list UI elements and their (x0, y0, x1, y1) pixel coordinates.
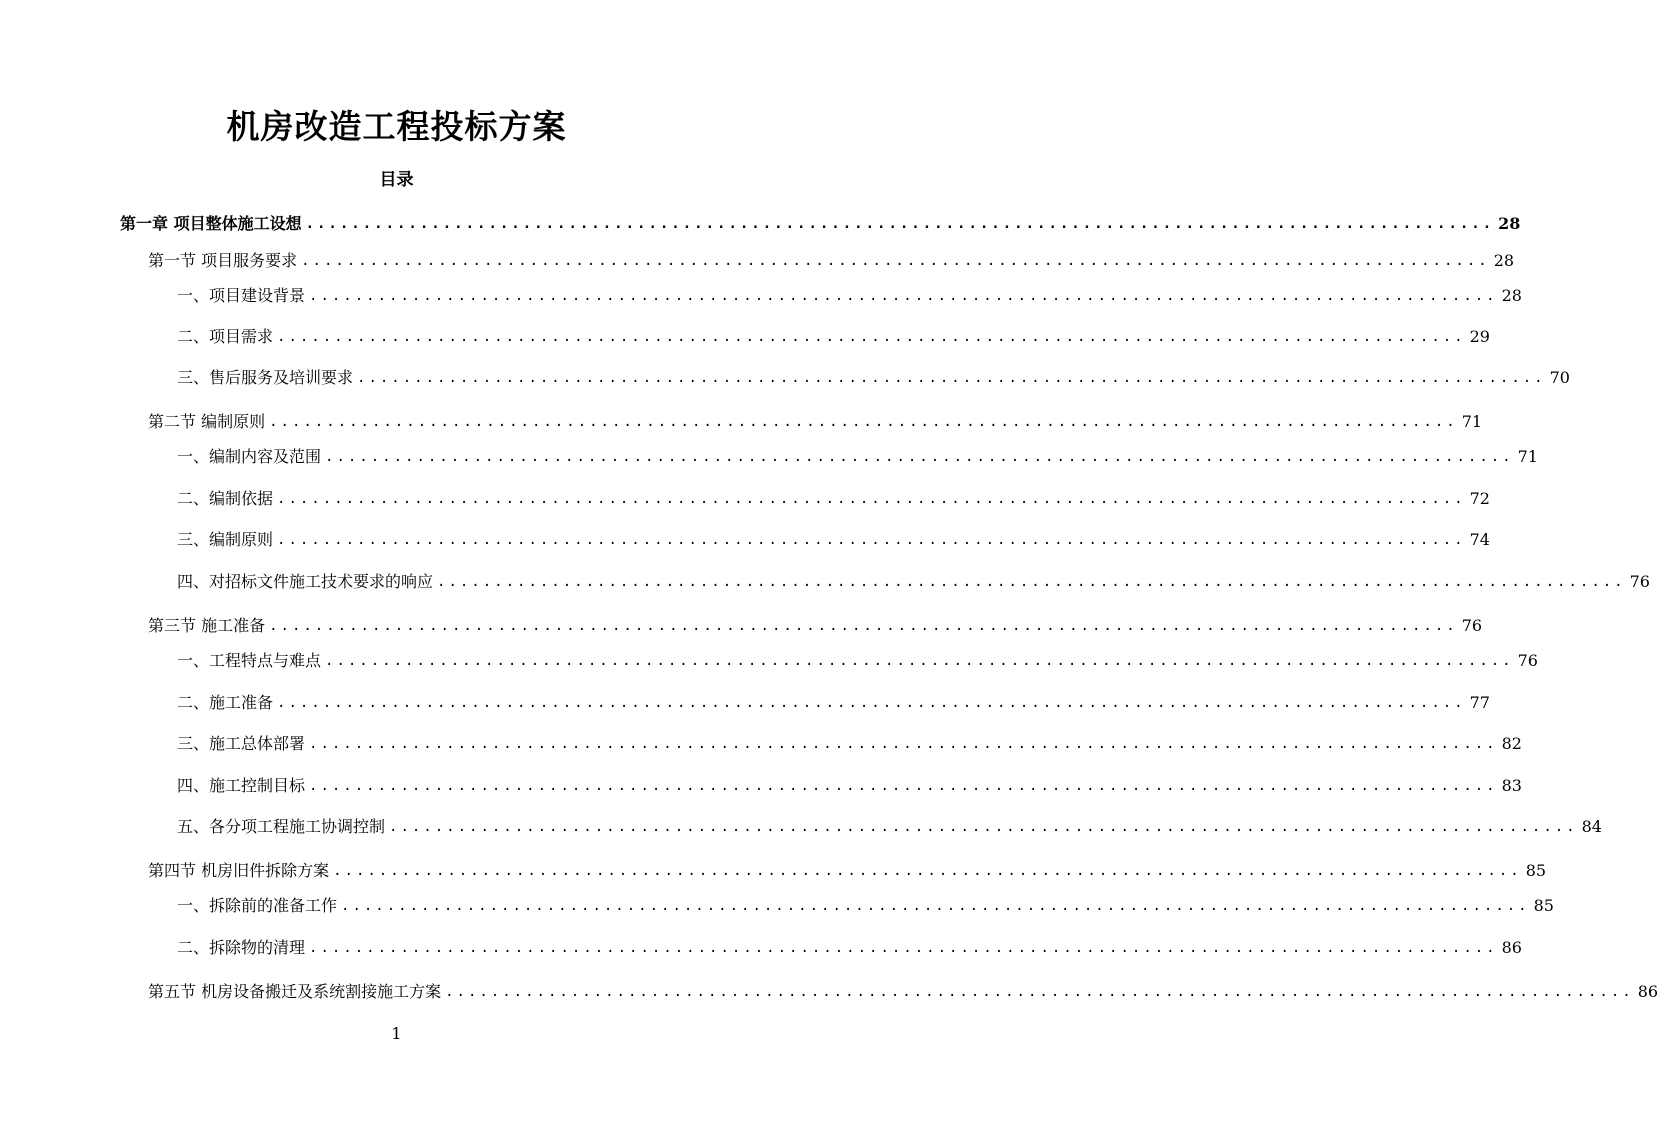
toc-entry-label: 二、项目需求 (177, 327, 274, 346)
toc-entry-section-2[interactable] (148, 408, 1483, 436)
toc-entry-item[interactable] (177, 364, 1570, 392)
toc-entry-page: 86 (1637, 982, 1658, 1001)
toc-entry-label: 三、编制原则 (177, 530, 274, 549)
toc-entry-page: 28 (1498, 214, 1521, 233)
toc-entry-chapter-1[interactable] (120, 210, 1521, 238)
toc-dot-leader: ........................................................................................................ (309, 736, 1498, 752)
document-title: 机房改造工程投标方案 (226, 107, 567, 146)
toc-entry-page: 85 (1525, 861, 1547, 880)
toc-entry-item[interactable] (177, 689, 1490, 717)
toc-dot-leader: ........................................................................................................ (269, 414, 1458, 430)
toc-dot-leader: ........................................................................................................ (277, 491, 1466, 507)
toc-dot-leader: ........................................................................................................ (309, 778, 1498, 794)
toc-entry-page: 28 (1501, 286, 1522, 305)
toc-entry-item[interactable] (177, 443, 1538, 471)
toc-entry-page: 85 (1533, 896, 1554, 915)
toc-dot-leader: ........................................................................................................ (437, 574, 1626, 590)
toc-entry-label: 三、施工总体部署 (177, 734, 306, 753)
toc-entry-label: 第四节 机房旧件拆除方案 (148, 861, 330, 880)
toc-entry-label: 二、施工准备 (177, 693, 274, 712)
toc-dot-leader: ........................................................................................................ (341, 898, 1530, 914)
toc-entry-label: 第一节 项目服务要求 (148, 251, 298, 270)
toc-entry-item[interactable] (177, 892, 1554, 920)
toc-entry-page: 72 (1469, 489, 1490, 508)
toc-entry-label: 三、售后服务及培训要求 (177, 368, 354, 387)
toc-entry-page: 84 (1581, 817, 1602, 836)
toc-entry-item[interactable] (177, 526, 1490, 554)
toc-dot-leader: ........................................................................................................ (309, 940, 1498, 956)
toc-entry-page: 77 (1469, 693, 1490, 712)
toc-dot-leader: ........................................................................................................ (333, 863, 1522, 879)
toc-dot-leader: ........................................................................................................ (325, 449, 1514, 465)
toc-entry-label: 二、拆除物的清理 (177, 938, 306, 957)
toc-dot-leader: ........................................................................................................ (301, 253, 1490, 269)
toc-entry-label: 一、项目建设背景 (177, 286, 306, 305)
toc-entry-page: 76 (1517, 651, 1538, 670)
toc-entry-page: 70 (1549, 368, 1570, 387)
toc-dot-leader: ........................................................................................................ (357, 370, 1546, 386)
toc-entry-label: 四、施工控制目标 (177, 776, 306, 795)
toc-dot-leader: ........................................................................................................ (269, 618, 1458, 634)
toc-entry-item[interactable] (177, 730, 1522, 758)
toc-heading: 目录 (379, 170, 414, 190)
toc-entry-page: 83 (1501, 776, 1522, 795)
toc-dot-leader: ........................................................................................................ (277, 532, 1466, 548)
toc-dot-leader: ........................................................................................................ (309, 288, 1498, 304)
toc-entry-label: 一、工程特点与难点 (177, 651, 322, 670)
toc-entry-page: 71 (1517, 447, 1538, 466)
toc-dot-leader: ........................................................................................................ (277, 329, 1466, 345)
toc-entry-item[interactable] (177, 934, 1522, 962)
toc-entry-item[interactable] (177, 282, 1522, 310)
toc-entry-page: 86 (1501, 938, 1522, 957)
toc-entry-label: 第三节 施工准备 (148, 616, 266, 635)
toc-dot-leader: ........................................................................................................ (389, 819, 1578, 835)
toc-entry-item[interactable] (177, 647, 1538, 675)
toc-entry-page: 76 (1629, 572, 1650, 591)
toc-entry-page: 71 (1461, 412, 1483, 431)
toc-entry-label: 第五节 机房设备搬迁及系统割接施工方案 (148, 982, 442, 1001)
toc-entry-label: 第二节 编制原则 (148, 412, 266, 431)
toc-entry-section-1[interactable] (148, 247, 1515, 275)
toc-entry-page: 76 (1461, 616, 1483, 635)
toc-dot-leader: ........................................................................................................ (277, 695, 1466, 711)
toc-entry-item[interactable] (177, 772, 1522, 800)
toc-dot-leader: ........................................................................................................ (305, 216, 1495, 232)
toc-entry-item[interactable] (177, 813, 1602, 841)
toc-entry-label: 一、编制内容及范围 (177, 447, 322, 466)
toc-entry-label: 第一章 项目整体施工设想 (120, 214, 302, 233)
toc-entry-label: 五、各分项工程施工协调控制 (177, 817, 386, 836)
toc-entry-label: 一、拆除前的准备工作 (177, 896, 338, 915)
toc-entry-item[interactable] (177, 568, 1650, 596)
page-number: 1 (391, 1024, 402, 1043)
toc-entry-section-4[interactable] (148, 857, 1547, 885)
toc-entry-item[interactable] (177, 485, 1490, 513)
toc-dot-leader: ........................................................................................................ (325, 653, 1514, 669)
toc-entry-page: 74 (1469, 530, 1490, 549)
toc-dot-leader: ........................................................................................................ (445, 984, 1634, 1000)
toc-entry-page: 28 (1493, 251, 1515, 270)
toc-entry-page: 82 (1501, 734, 1522, 753)
toc-entry-label: 四、对招标文件施工技术要求的响应 (177, 572, 434, 591)
toc-entry-label: 二、编制依据 (177, 489, 274, 508)
toc-entry-section-3[interactable] (148, 612, 1483, 640)
toc-entry-item[interactable] (177, 323, 1490, 351)
toc-entry-section-5[interactable] (148, 978, 1658, 1006)
toc-entry-page: 29 (1469, 327, 1490, 346)
